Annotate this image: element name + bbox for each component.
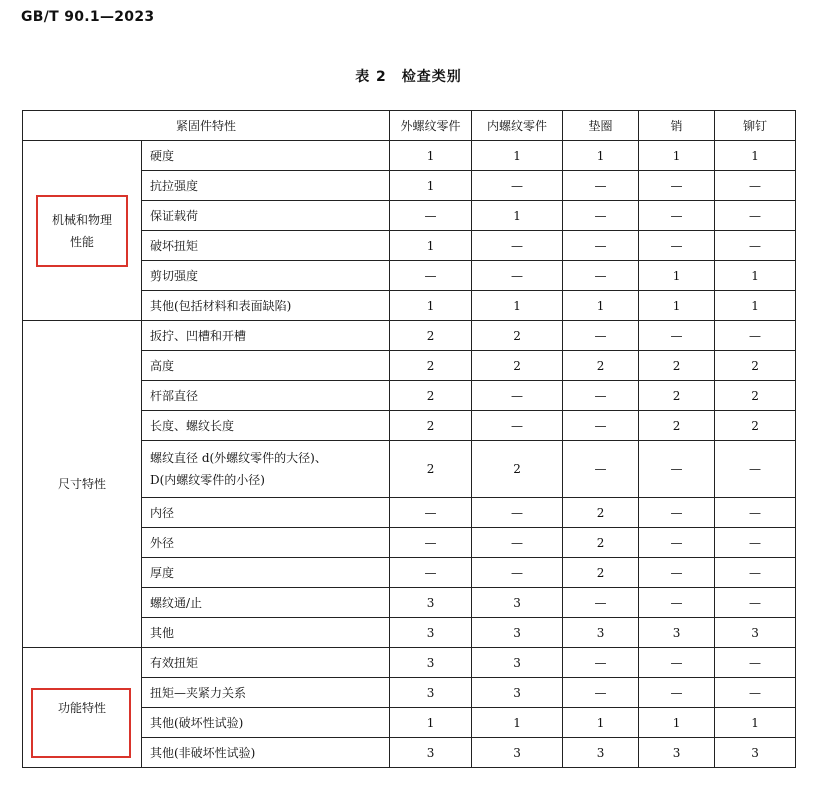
value-internal: 1 xyxy=(472,201,563,231)
value-internal: 1 xyxy=(472,291,563,321)
category-label: 性能 xyxy=(69,234,94,249)
value-internal: 3 xyxy=(472,648,563,678)
feature-cell: 外径 xyxy=(142,528,390,558)
feature-cell: 扭矩—夹紧力关系 xyxy=(142,678,390,708)
value-rivet: — xyxy=(715,558,796,588)
header-internal-thread: 内螺纹零件 xyxy=(472,111,563,141)
value-washer: — xyxy=(563,588,639,618)
inspection-category-table xyxy=(22,110,796,768)
value-internal: — xyxy=(472,231,563,261)
value-rivet: — xyxy=(715,441,796,498)
value-external: 2 xyxy=(390,321,472,351)
value-pin: — xyxy=(639,171,715,201)
header-pin: 销 xyxy=(639,111,715,141)
value-rivet: — xyxy=(715,321,796,351)
category-label: 机械和物理 xyxy=(51,212,112,227)
value-pin: — xyxy=(639,201,715,231)
value-rivet: — xyxy=(715,648,796,678)
value-pin: — xyxy=(639,648,715,678)
value-washer: 1 xyxy=(563,141,639,171)
value-internal: 3 xyxy=(472,678,563,708)
value-internal: — xyxy=(472,558,563,588)
feature-label-line: D(内螺纹零件的小径) xyxy=(150,473,265,487)
value-pin: — xyxy=(639,231,715,261)
value-internal: — xyxy=(472,528,563,558)
value-rivet: 2 xyxy=(715,411,796,441)
value-pin: — xyxy=(639,498,715,528)
value-external: 3 xyxy=(390,678,472,708)
value-rivet: 3 xyxy=(715,738,796,768)
value-internal: — xyxy=(472,411,563,441)
value-rivet: 1 xyxy=(715,708,796,738)
value-pin: 1 xyxy=(639,708,715,738)
value-rivet: — xyxy=(715,231,796,261)
value-washer: 2 xyxy=(563,351,639,381)
value-washer: 1 xyxy=(563,291,639,321)
feature-cell: 长度、螺纹长度 xyxy=(142,411,390,441)
value-external: 1 xyxy=(390,708,472,738)
value-rivet: 1 xyxy=(715,261,796,291)
feature-cell: 其他(非破坏性试验) xyxy=(142,738,390,768)
feature-cell: 破坏扭矩 xyxy=(142,231,390,261)
value-pin: 2 xyxy=(639,351,715,381)
feature-cell: 剪切强度 xyxy=(142,261,390,291)
category-dimensional xyxy=(23,321,142,648)
category-label: 尺寸特性 xyxy=(57,477,106,491)
highlight-box-mechanical xyxy=(36,195,128,267)
table-row xyxy=(23,321,796,351)
table-row xyxy=(23,141,796,171)
value-external: 2 xyxy=(390,381,472,411)
table-title: 表 2 检查类别 xyxy=(355,69,462,85)
value-pin: 1 xyxy=(639,141,715,171)
header-row xyxy=(23,111,796,141)
value-washer: — xyxy=(563,381,639,411)
value-washer: — xyxy=(563,411,639,441)
feature-cell: 杆部直径 xyxy=(142,381,390,411)
value-rivet: — xyxy=(715,498,796,528)
feature-cell: 扳拧、凹槽和开槽 xyxy=(142,321,390,351)
value-washer: 2 xyxy=(563,498,639,528)
value-external: 1 xyxy=(390,231,472,261)
feature-cell: 螺纹通/止 xyxy=(142,588,390,618)
feature-cell: 其他 xyxy=(142,618,390,648)
feature-cell: 抗拉强度 xyxy=(142,171,390,201)
header-rivet: 铆钉 xyxy=(715,111,796,141)
value-external: 1 xyxy=(390,291,472,321)
value-pin: 3 xyxy=(639,738,715,768)
value-rivet: 1 xyxy=(715,141,796,171)
value-rivet: 2 xyxy=(715,351,796,381)
value-washer: — xyxy=(563,678,639,708)
value-internal: 2 xyxy=(472,321,563,351)
table-row xyxy=(23,648,796,678)
value-pin: — xyxy=(639,441,715,498)
feature-cell: 保证载荷 xyxy=(142,201,390,231)
feature-cell xyxy=(142,441,390,498)
value-internal: — xyxy=(472,381,563,411)
value-rivet: — xyxy=(715,201,796,231)
header-washer: 垫圈 xyxy=(563,111,639,141)
value-external: 1 xyxy=(390,171,472,201)
feature-cell: 有效扭矩 xyxy=(142,648,390,678)
value-external: — xyxy=(390,558,472,588)
value-rivet: — xyxy=(715,171,796,201)
feature-cell: 其他(破坏性试验) xyxy=(142,708,390,738)
value-washer: — xyxy=(563,321,639,351)
value-rivet: 3 xyxy=(715,618,796,648)
value-external: 1 xyxy=(390,141,472,171)
value-pin: 2 xyxy=(639,411,715,441)
value-internal: 2 xyxy=(472,441,563,498)
value-pin: 1 xyxy=(639,291,715,321)
value-washer: 2 xyxy=(563,558,639,588)
value-internal: — xyxy=(472,498,563,528)
value-pin: — xyxy=(639,528,715,558)
value-rivet: — xyxy=(715,678,796,708)
header-external-thread: 外螺纹零件 xyxy=(390,111,472,141)
value-internal: 1 xyxy=(472,708,563,738)
value-internal: 3 xyxy=(472,618,563,648)
value-rivet: — xyxy=(715,588,796,618)
header-feature: 紧固件特性 xyxy=(23,111,390,141)
value-internal: 2 xyxy=(472,351,563,381)
value-washer: 2 xyxy=(563,528,639,558)
value-external: — xyxy=(390,201,472,231)
value-rivet: 2 xyxy=(715,381,796,411)
feature-cell: 硬度 xyxy=(142,141,390,171)
value-internal: — xyxy=(472,261,563,291)
value-external: — xyxy=(390,528,472,558)
value-external: 3 xyxy=(390,588,472,618)
value-washer: 3 xyxy=(563,738,639,768)
value-washer: — xyxy=(563,171,639,201)
value-external: — xyxy=(390,261,472,291)
value-rivet: 1 xyxy=(715,291,796,321)
value-washer: — xyxy=(563,261,639,291)
value-external: 3 xyxy=(390,618,472,648)
value-pin: — xyxy=(639,321,715,351)
value-rivet: — xyxy=(715,528,796,558)
value-external: — xyxy=(390,498,472,528)
value-external: 3 xyxy=(390,738,472,768)
value-washer: — xyxy=(563,441,639,498)
value-external: 2 xyxy=(390,411,472,441)
value-internal: 3 xyxy=(472,738,563,768)
feature-cell: 其他(包括材料和表面缺陷) xyxy=(142,291,390,321)
value-pin: 1 xyxy=(639,261,715,291)
value-pin: 3 xyxy=(639,618,715,648)
value-external: 2 xyxy=(390,351,472,381)
value-washer: — xyxy=(563,201,639,231)
value-pin: 2 xyxy=(639,381,715,411)
feature-cell: 厚度 xyxy=(142,558,390,588)
category-label: 功能特性 xyxy=(57,700,106,715)
value-internal: 3 xyxy=(472,588,563,618)
value-washer: — xyxy=(563,231,639,261)
value-washer: — xyxy=(563,648,639,678)
value-washer: 1 xyxy=(563,708,639,738)
feature-label-line: 螺纹直径 d(外螺纹零件的大径)、 xyxy=(150,451,327,465)
value-washer: 3 xyxy=(563,618,639,648)
feature-cell: 内径 xyxy=(142,498,390,528)
value-internal: 1 xyxy=(472,141,563,171)
standard-code: GB/T 90.1—2023 xyxy=(21,9,155,25)
value-external: 3 xyxy=(390,648,472,678)
value-internal: — xyxy=(472,171,563,201)
highlight-box-functional xyxy=(31,688,131,758)
feature-cell: 高度 xyxy=(142,351,390,381)
value-pin: — xyxy=(639,678,715,708)
value-pin: — xyxy=(639,558,715,588)
value-pin: — xyxy=(639,588,715,618)
value-external: 2 xyxy=(390,441,472,498)
